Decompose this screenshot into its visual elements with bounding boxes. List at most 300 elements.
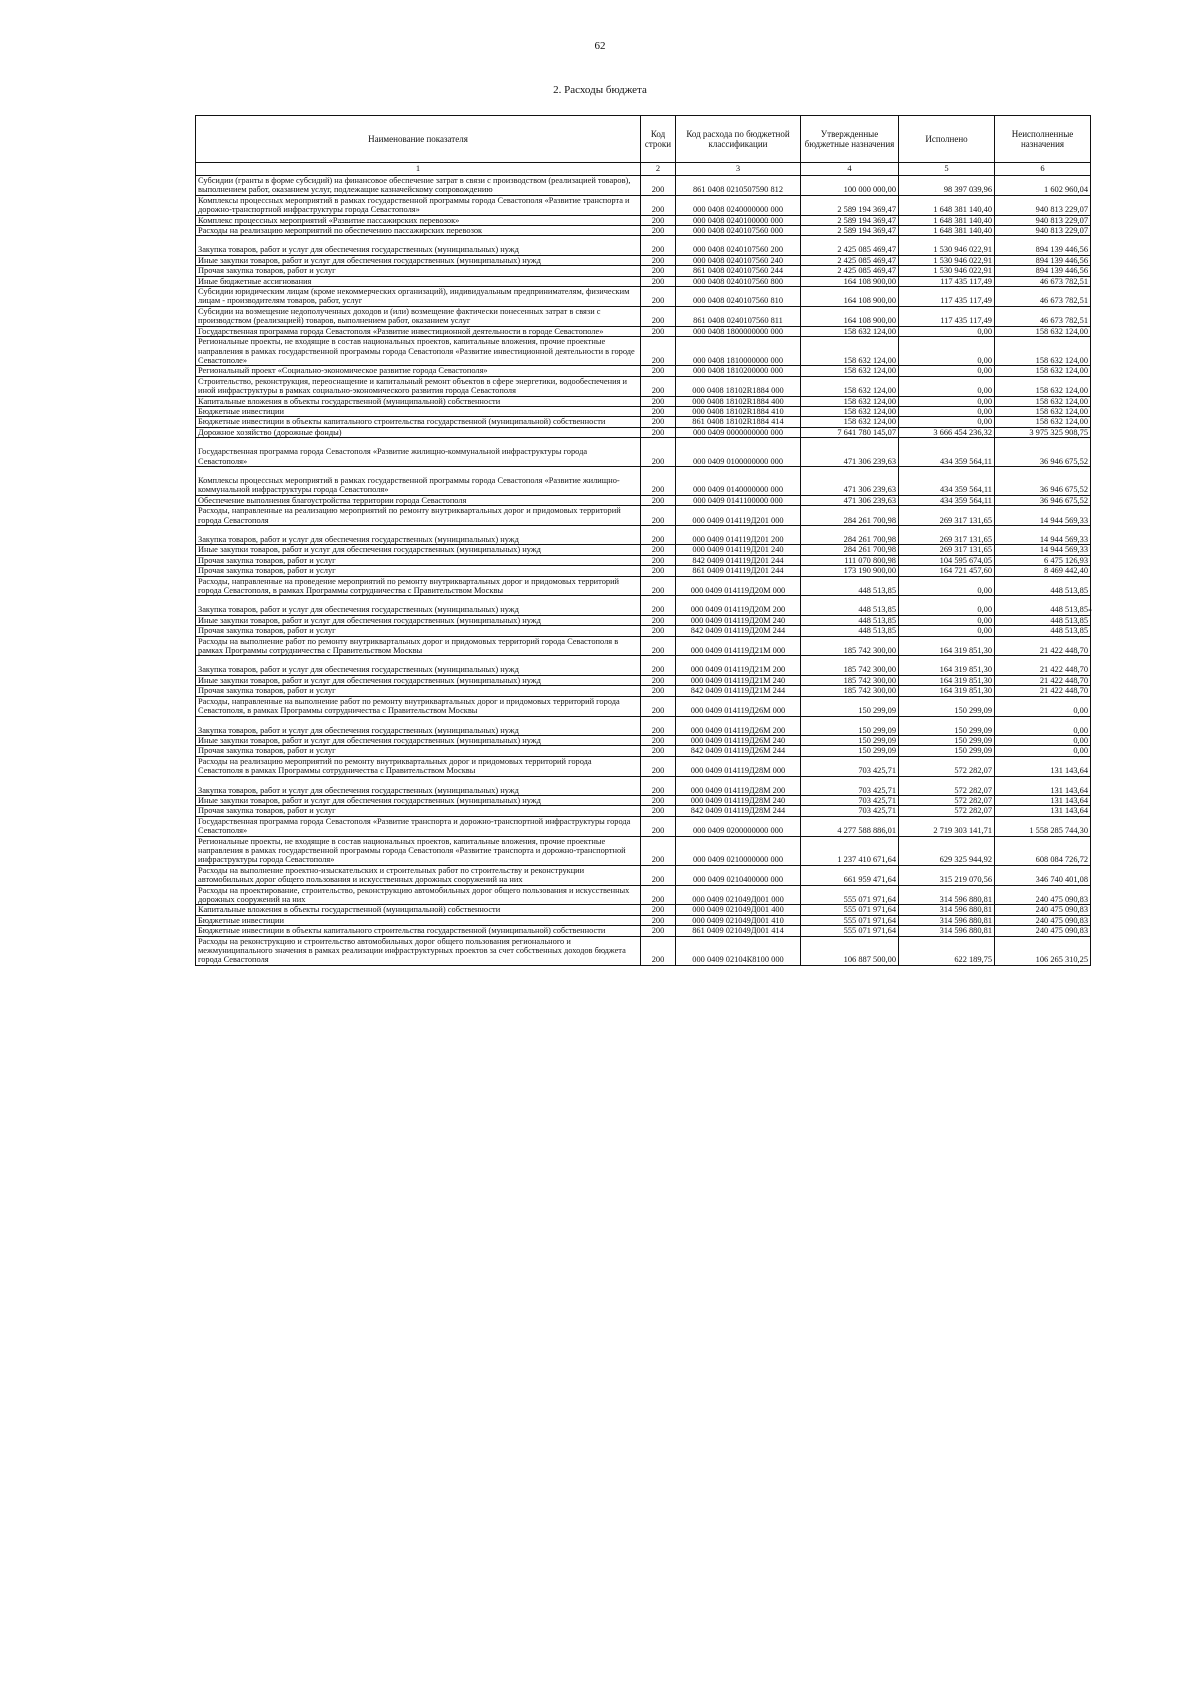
row-name: Иные закупки товаров, работ и услуг для обеспечения государственных (муниципальных) нужд [196,545,641,555]
row-approved: 2 589 194 369,47 [801,215,899,225]
table-row [196,716,1091,735]
row-name: Региональные проекты, не входящие в состав национальных проектов, капитальные вложения, прочие проектные направления в рамках государственной программы города Севастополя «Развитие транспорта и дорожно-транспортной инфраструктуры города Севастополя» [196,836,641,865]
row-executed: 1 530 946 022,91 [899,236,995,255]
row-approved: 158 632 124,00 [801,337,899,366]
row-name: Капитальные вложения в объекты государственной (муниципальной) собственности [196,396,641,406]
table-row [196,545,1091,555]
row-unexecuted: 240 475 090,83 [995,926,1091,936]
row-name: Иные закупки товаров, работ и услуг для обеспечения государственных (муниципальных) нужд [196,255,641,265]
row-line-code: 200 [641,495,676,505]
row-approved: 448 513,85 [801,626,899,636]
table-row [196,396,1091,406]
row-executed: 0,00 [899,337,995,366]
row-unexecuted: 894 139 446,56 [995,236,1091,255]
row-executed: 1 648 381 140,40 [899,215,995,225]
row-name: Прочая закупка товаров, работ и услуг [196,626,641,636]
row-unexecuted: 346 740 401,08 [995,865,1091,885]
row-unexecuted: 14 944 569,33 [995,506,1091,526]
row-executed: 2 719 303 141,71 [899,816,995,836]
row-unexecuted: 1 602 960,04 [995,176,1091,196]
row-expense-code: 000 0409 0200000000 000 [676,816,801,836]
row-line-code: 200 [641,306,676,326]
row-name: Прочая закупка товаров, работ и услуг [196,686,641,696]
row-name: Комплекс процессных мероприятий «Развитие пассажирских перевозок» [196,215,641,225]
row-executed: 0,00 [899,406,995,416]
row-unexecuted: 46 673 782,51 [995,276,1091,286]
row-executed: 269 317 131,65 [899,526,995,545]
row-approved: 4 277 588 886,01 [801,816,899,836]
margin-mark: ‐ [1088,602,1092,616]
row-name: Бюджетные инвестиции [196,915,641,925]
row-line-code: 200 [641,376,676,396]
row-line-code: 200 [641,276,676,286]
row-line-code: 200 [641,427,676,437]
row-approved: 284 261 700,98 [801,545,899,555]
row-unexecuted: 131 143,64 [995,806,1091,816]
table-row [196,287,1091,307]
row-unexecuted: 940 813 229,07 [995,195,1091,215]
page-number: 62 [594,40,606,52]
row-line-code: 200 [641,566,676,576]
row-approved: 158 632 124,00 [801,326,899,336]
row-approved: 448 513,85 [801,615,899,625]
row-approved: 555 071 971,64 [801,915,899,925]
row-name: Государственная программа города Севастополя «Развитие транспорта и дорожно-транспортной инфраструктуры города Севастополя» [196,816,641,836]
table-row [196,576,1091,596]
row-expense-code: 000 0409 02104К8100 000 [676,936,801,965]
row-approved: 703 425,71 [801,795,899,805]
row-line-code: 200 [641,816,676,836]
row-expense-code: 000 0409 0210000000 000 [676,836,801,865]
row-approved: 555 071 971,64 [801,885,899,905]
row-line-code: 200 [641,636,676,656]
row-executed: 0,00 [899,596,995,615]
row-unexecuted: 21 422 448,70 [995,656,1091,675]
row-approved: 471 306 239,63 [801,438,899,467]
row-executed: 434 359 564,11 [899,466,995,495]
row-expense-code: 000 0409 021049Д001 400 [676,905,801,915]
row-line-code: 200 [641,195,676,215]
row-expense-code: 000 0409 0140000000 000 [676,466,801,495]
row-line-code: 200 [641,806,676,816]
row-expense-code: 842 0409 014119Д28М 244 [676,806,801,816]
header-name: Наименование показателя [196,116,641,163]
row-approved: 448 513,85 [801,596,899,615]
row-name: Комплексы процессных мероприятий в рамках государственной программы города Севастополя «Развитие транспорта и дорожно-транспортной инфраструктуры города Севастополя» [196,195,641,215]
table-row [196,686,1091,696]
row-expense-code: 861 0409 014119Д201 244 [676,566,801,576]
table-row [196,816,1091,836]
row-unexecuted: 1 558 285 744,30 [995,816,1091,836]
row-approved: 555 071 971,64 [801,926,899,936]
table-row [196,735,1091,745]
row-expense-code: 000 0409 021049Д001 410 [676,915,801,925]
row-executed: 572 282,07 [899,776,995,795]
row-executed: 572 282,07 [899,806,995,816]
row-approved: 284 261 700,98 [801,506,899,526]
row-executed: 0,00 [899,326,995,336]
row-line-code: 200 [641,337,676,366]
row-executed: 117 435 117,49 [899,306,995,326]
row-approved: 448 513,85 [801,576,899,596]
row-expense-code: 000 0409 0000000000 000 [676,427,801,437]
row-executed: 314 596 880,81 [899,926,995,936]
row-approved: 471 306 239,63 [801,495,899,505]
row-executed: 0,00 [899,396,995,406]
row-expense-code: 000 0408 18102R1884 000 [676,376,801,396]
row-name: Обеспечение выполнения благоустройства территории города Севастополя [196,495,641,505]
row-executed: 164 721 457,60 [899,566,995,576]
row-executed: 434 359 564,11 [899,438,995,467]
row-line-code: 200 [641,795,676,805]
row-expense-code: 000 0409 0141100000 000 [676,495,801,505]
row-line-code: 200 [641,905,676,915]
row-unexecuted: 0,00 [995,746,1091,756]
row-unexecuted: 448 513,85 [995,626,1091,636]
row-name: Расходы на реализацию мероприятий по ремонту внутриквартальных дорог и придомовых территорий города Севастополя в рамках Программы сотрудничества с Правительством Москвы [196,756,641,776]
table-row [196,696,1091,716]
row-approved: 164 108 900,00 [801,287,899,307]
row-unexecuted: 240 475 090,83 [995,885,1091,905]
row-approved: 150 299,09 [801,696,899,716]
row-unexecuted: 8 469 442,40 [995,566,1091,576]
row-executed: 104 595 674,05 [899,555,995,565]
row-expense-code: 861 0408 0240107560 811 [676,306,801,326]
row-executed: 622 189,75 [899,936,995,965]
table-row [196,226,1091,236]
row-line-code: 200 [641,417,676,427]
row-executed: 150 299,09 [899,716,995,735]
table-row [196,756,1091,776]
row-approved: 185 742 300,00 [801,656,899,675]
row-approved: 158 632 124,00 [801,366,899,376]
row-unexecuted: 14 944 569,33 [995,545,1091,555]
row-line-code: 200 [641,656,676,675]
row-expense-code: 842 0409 014119Д201 244 [676,555,801,565]
row-unexecuted: 21 422 448,70 [995,686,1091,696]
row-unexecuted: 448 513,85 [995,576,1091,596]
row-name: Бюджетные инвестиции [196,406,641,416]
row-executed: 1 648 381 140,40 [899,226,995,236]
row-expense-code: 000 0408 0240107560 800 [676,276,801,286]
row-line-code: 200 [641,236,676,255]
row-name: Расходы, направленные на выполнение работ по ремонту внутриквартальных дорог и придомовых территорий города Севастополя, в рамках Программы сотрудничества с Правительством Москвы [196,696,641,716]
row-expense-code: 000 0408 18102R1884 410 [676,406,801,416]
column-number: 2 [641,163,676,176]
row-unexecuted: 6 475 126,93 [995,555,1091,565]
row-expense-code: 000 0408 18102R1884 400 [676,396,801,406]
row-unexecuted: 940 813 229,07 [995,215,1091,225]
table-row [196,836,1091,865]
row-unexecuted: 158 632 124,00 [995,366,1091,376]
row-name: Субсидии юридическим лицам (кроме некоммерческих организаций), индивидуальным предпринимателям, физическим лицам - производителям товаров, работ, услуг [196,287,641,307]
row-name: Капитальные вложения в объекты государственной (муниципальной) собственности [196,905,641,915]
table-row [196,885,1091,905]
header-expense-code: Код расхода по бюджетной классификации [676,116,801,163]
row-unexecuted: 131 143,64 [995,795,1091,805]
row-unexecuted: 240 475 090,83 [995,905,1091,915]
row-executed: 3 666 454 236,32 [899,427,995,437]
table-row [196,406,1091,416]
row-approved: 703 425,71 [801,756,899,776]
row-unexecuted: 608 084 726,72 [995,836,1091,865]
row-line-code: 200 [641,746,676,756]
row-line-code: 200 [641,576,676,596]
table-row [196,438,1091,467]
row-approved: 185 742 300,00 [801,686,899,696]
row-line-code: 200 [641,885,676,905]
row-unexecuted: 0,00 [995,716,1091,735]
table-body [196,176,1091,966]
row-line-code: 200 [641,438,676,467]
row-expense-code: 000 0409 014119Д20М 240 [676,615,801,625]
row-unexecuted: 131 143,64 [995,756,1091,776]
row-executed: 1 530 946 022,91 [899,255,995,265]
table-row [196,746,1091,756]
header-unexecuted: Неисполненные назначения [995,116,1091,163]
row-name: Закупка товаров, работ и услуг для обеспечения государственных (муниципальных) нужд [196,776,641,795]
row-unexecuted: 940 813 229,07 [995,226,1091,236]
row-executed: 0,00 [899,615,995,625]
row-name: Субсидии (гранты в форме субсидий) на финансовое обеспечение затрат в связи с производством (реализацией товаров), выполнением работ, оказанием услуг, подлежащие казначейскому сопровождению [196,176,641,196]
row-unexecuted: 36 946 675,52 [995,466,1091,495]
row-unexecuted: 158 632 124,00 [995,406,1091,416]
row-line-code: 200 [641,926,676,936]
table-row [196,326,1091,336]
row-executed: 0,00 [899,366,995,376]
row-executed: 164 319 851,30 [899,656,995,675]
row-line-code: 200 [641,615,676,625]
row-executed: 164 319 851,30 [899,686,995,696]
row-approved: 2 425 085 469,47 [801,266,899,276]
table-row [196,926,1091,936]
row-approved: 150 299,09 [801,735,899,745]
row-unexecuted: 36 946 675,52 [995,495,1091,505]
row-executed: 434 359 564,11 [899,495,995,505]
row-name: Прочая закупка товаров, работ и услуг [196,806,641,816]
row-executed: 0,00 [899,576,995,596]
row-line-code: 200 [641,176,676,196]
table-row [196,795,1091,805]
row-approved: 1 237 410 671,64 [801,836,899,865]
header-line-code: Код строки [641,116,676,163]
row-line-code: 200 [641,596,676,615]
row-expense-code: 842 0409 014119Д21М 244 [676,686,801,696]
row-line-code: 200 [641,226,676,236]
row-unexecuted: 158 632 124,00 [995,396,1091,406]
table-row [196,596,1091,615]
row-line-code: 200 [641,255,676,265]
row-executed: 269 317 131,65 [899,506,995,526]
header-executed: Исполнено [899,116,995,163]
row-line-code: 200 [641,406,676,416]
row-approved: 173 190 900,00 [801,566,899,576]
table-row [196,215,1091,225]
row-approved: 2 425 085 469,47 [801,236,899,255]
column-number: 6 [995,163,1091,176]
row-line-code: 200 [641,287,676,307]
row-line-code: 200 [641,915,676,925]
column-number: 5 [899,163,995,176]
row-approved: 158 632 124,00 [801,396,899,406]
row-line-code: 200 [641,545,676,555]
row-executed: 150 299,09 [899,696,995,716]
row-line-code: 200 [641,735,676,745]
row-name: Бюджетные инвестиции в объекты капитального строительства государственной (муниципальной) собственности [196,417,641,427]
row-name: Дорожное хозяйство (дорожные фонды) [196,427,641,437]
row-line-code: 200 [641,696,676,716]
row-unexecuted: 3 975 325 908,75 [995,427,1091,437]
row-expense-code: 000 0409 021049Д001 000 [676,885,801,905]
row-unexecuted: 21 422 448,70 [995,675,1091,685]
section-title: 2. Расходы бюджета [553,84,647,96]
row-approved: 106 887 500,00 [801,936,899,965]
row-line-code: 200 [641,836,676,865]
row-expense-code: 000 0409 014119Д26М 240 [676,735,801,745]
row-name: Строительство, реконструкция, переоснащение и капитальный ремонт объектов в сфере энергетики, водообеспечения и иной инфраструктуры в рамках социально-экономического развития города Севастополя [196,376,641,396]
row-approved: 150 299,09 [801,716,899,735]
row-expense-code: 842 0409 014119Д20М 244 [676,626,801,636]
table-row [196,555,1091,565]
row-expense-code: 000 0409 0100000000 000 [676,438,801,467]
row-name: Прочая закупка товаров, работ и услуг [196,566,641,576]
table-row [196,615,1091,625]
table-row [196,176,1091,196]
row-expense-code: 000 0408 0240107560 000 [676,226,801,236]
row-name: Закупка товаров, работ и услуг для обеспечения государственных (муниципальных) нужд [196,656,641,675]
row-unexecuted: 158 632 124,00 [995,337,1091,366]
row-expense-code: 000 0409 014119Д28М 240 [676,795,801,805]
row-executed: 314 596 880,81 [899,885,995,905]
table-row [196,337,1091,366]
row-unexecuted: 36 946 675,52 [995,438,1091,467]
table-row [196,236,1091,255]
row-executed: 572 282,07 [899,795,995,805]
row-approved: 158 632 124,00 [801,417,899,427]
row-executed: 314 596 880,81 [899,915,995,925]
table-row [196,276,1091,286]
row-line-code: 200 [641,865,676,885]
table-row [196,905,1091,915]
row-executed: 269 317 131,65 [899,545,995,555]
row-unexecuted: 14 944 569,33 [995,526,1091,545]
row-approved: 164 108 900,00 [801,276,899,286]
row-line-code: 200 [641,555,676,565]
row-name: Субсидии на возмещение недополученных доходов и (или) возмещение фактически понесенных затрат в связи с производством (реализацией) товаров, выполнением работ, оказанием услуг [196,306,641,326]
row-executed: 0,00 [899,626,995,636]
row-approved: 164 108 900,00 [801,306,899,326]
row-approved: 185 742 300,00 [801,636,899,656]
row-name: Региональные проекты, не входящие в состав национальных проектов, капитальные вложения, прочие проектные направления в рамках государственной программы города Севастополя «Развитие инвестиционной деятельности в городе Севастополе» [196,337,641,366]
row-line-code: 200 [641,936,676,965]
table-row [196,466,1091,495]
row-expense-code: 000 0409 014119Д21М 240 [676,675,801,685]
table-row [196,566,1091,576]
table-row [196,366,1091,376]
row-line-code: 200 [641,675,676,685]
table-row [196,495,1091,505]
row-unexecuted: 131 143,64 [995,776,1091,795]
row-name: Иные закупки товаров, работ и услуг для обеспечения государственных (муниципальных) нужд [196,735,641,745]
row-executed: 98 397 039,96 [899,176,995,196]
row-line-code: 200 [641,776,676,795]
row-executed: 164 319 851,30 [899,675,995,685]
row-unexecuted: 0,00 [995,735,1091,745]
row-expense-code: 861 0408 0240107560 244 [676,266,801,276]
table-row [196,526,1091,545]
column-number: 4 [801,163,899,176]
row-expense-code: 000 0408 0240107560 810 [676,287,801,307]
row-executed: 629 325 944,92 [899,836,995,865]
row-expense-code: 000 0408 0240000000 000 [676,195,801,215]
row-name: Расходы, направленные на проведение мероприятий по ремонту внутриквартальных дорог и придомовых территорий города Севастополя, в рамках Программы сотрудничества с Правительством Москвы [196,576,641,596]
row-approved: 703 425,71 [801,806,899,816]
row-name: Бюджетные инвестиции в объекты капитального строительства государственной (муниципальной) собственности [196,926,641,936]
row-name: Расходы, направленные на реализацию мероприятий по ремонту внутриквартальных дорог и придомовых территорий города Севастополя [196,506,641,526]
row-executed: 164 319 851,30 [899,636,995,656]
row-name: Закупка товаров, работ и услуг для обеспечения государственных (муниципальных) нужд [196,526,641,545]
row-expense-code: 861 0409 021049Д001 414 [676,926,801,936]
table-row [196,626,1091,636]
table-row [196,427,1091,437]
row-expense-code: 000 0409 014119Д21М 200 [676,656,801,675]
table-row [196,806,1091,816]
row-unexecuted: 448 513,85 [995,615,1091,625]
row-executed: 150 299,09 [899,746,995,756]
row-name: Закупка товаров, работ и услуг для обеспечения государственных (муниципальных) нужд [196,716,641,735]
row-name: Расходы на реализацию мероприятий по обеспечению пассажирских перевозок [196,226,641,236]
row-line-code: 200 [641,716,676,735]
row-name: Расходы на выполнение проектно-изыскательских и строительных работ по строительству и реконструкции автомобильных дорог общего пользования и искусственных дорожных сооружений на них [196,865,641,885]
row-name: Прочая закупка товаров, работ и услуг [196,266,641,276]
row-approved: 150 299,09 [801,746,899,756]
row-line-code: 200 [641,215,676,225]
table-row [196,915,1091,925]
row-executed: 0,00 [899,417,995,427]
row-executed: 1 530 946 022,91 [899,266,995,276]
column-number: 1 [196,163,641,176]
row-line-code: 200 [641,626,676,636]
table-row [196,776,1091,795]
row-expense-code: 000 0409 014119Д28М 000 [676,756,801,776]
row-name: Прочая закупка товаров, работ и услуг [196,555,641,565]
row-executed: 314 596 880,81 [899,905,995,915]
table-row [196,656,1091,675]
row-unexecuted: 46 673 782,51 [995,287,1091,307]
row-unexecuted: 0,00 [995,696,1091,716]
row-expense-code: 000 0408 0240107560 240 [676,255,801,265]
table-row [196,417,1091,427]
row-executed: 1 648 381 140,40 [899,195,995,215]
row-name: Расходы на проектирование, строительство, реконструкцию автомобильных дорог общего пользования и искусственных дорожных сооружений на них [196,885,641,905]
row-executed: 315 219 070,56 [899,865,995,885]
row-expense-code: 000 0409 014119Д26М 200 [676,716,801,735]
column-number-row [196,163,1091,176]
row-expense-code: 842 0409 014119Д26М 244 [676,746,801,756]
row-unexecuted: 894 139 446,56 [995,255,1091,265]
row-approved: 2 589 194 369,47 [801,195,899,215]
row-name: Региональный проект «Социально-экономическое развитие города Севастополя» [196,366,641,376]
row-executed: 0,00 [899,376,995,396]
row-line-code: 200 [641,506,676,526]
row-name: Закупка товаров, работ и услуг для обеспечения государственных (муниципальных) нужд [196,596,641,615]
row-executed: 117 435 117,49 [899,287,995,307]
row-expense-code: 000 0409 014119Д26М 000 [676,696,801,716]
budget-expenses-table [195,115,1091,966]
row-name: Закупка товаров, работ и услуг для обеспечения государственных (муниципальных) нужд [196,236,641,255]
row-executed: 117 435 117,49 [899,276,995,286]
table-row [196,376,1091,396]
